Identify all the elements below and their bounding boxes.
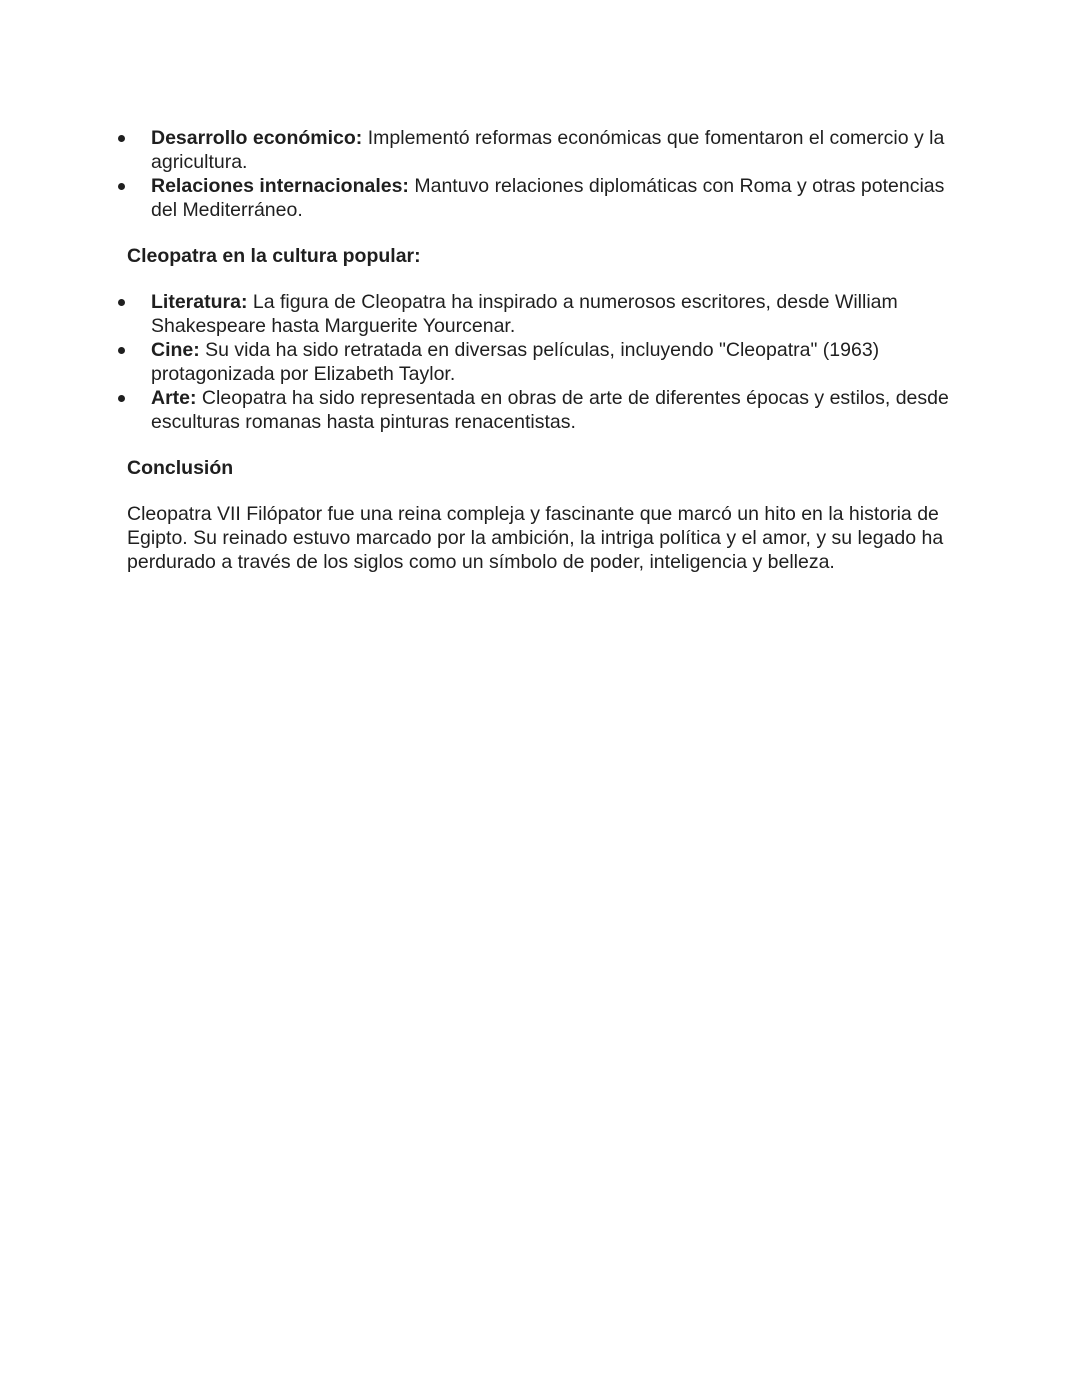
list-item-text: Implementó reformas económicas que fomentaron el comercio y la agricultura. [151, 127, 945, 173]
list-item-text: Su vida ha sido retratada en diversas películas, incluyendo "Cleopatra" (1963) protagonizada por Elizabeth Taylor. [151, 339, 880, 385]
achievements-list [127, 126, 957, 222]
list-item-label: Arte: [151, 387, 197, 409]
culture-list [127, 290, 957, 434]
conclusion-paragraph: Cleopatra VII Filópator fue una reina compleja y fascinante que marcó un hito en la historia de Egipto. Su reinado estuvo marcado por la ambición, la intriga política y el amor, y su legado ha perdurado a través de los siglos como un símbolo de poder, inteligencia y belleza. [127, 503, 944, 573]
bullet-icon [118, 347, 125, 354]
list-item-label: Desarrollo económico: [151, 127, 363, 149]
list-item [127, 174, 957, 222]
list-item [127, 338, 957, 386]
bullet-icon [118, 135, 125, 142]
list-item [127, 126, 957, 174]
list-item-label: Relaciones internacionales: [151, 175, 409, 197]
list-item-text: La figura de Cleopatra ha inspirado a numerosos escritores, desde William Shakespeare hasta Marguerite Yourcenar. [151, 291, 898, 337]
culture-heading: Cleopatra en la cultura popular: [127, 245, 421, 267]
bullet-icon [118, 395, 125, 402]
bullet-icon [118, 299, 125, 306]
bullet-icon [118, 183, 125, 190]
document-body [127, 126, 957, 574]
list-item [127, 386, 957, 434]
conclusion-heading: Conclusión [127, 457, 234, 479]
list-item [127, 290, 957, 338]
list-item-text: Cleopatra ha sido representada en obras de arte de diferentes épocas y estilos, desde esculturas romanas hasta pinturas renacentistas. [151, 387, 949, 433]
list-item-label: Cine: [151, 339, 200, 361]
list-item-label: Literatura: [151, 291, 248, 313]
list-item-text: Mantuvo relaciones diplomáticas con Roma y otras potencias del Mediterráneo. [151, 175, 945, 221]
